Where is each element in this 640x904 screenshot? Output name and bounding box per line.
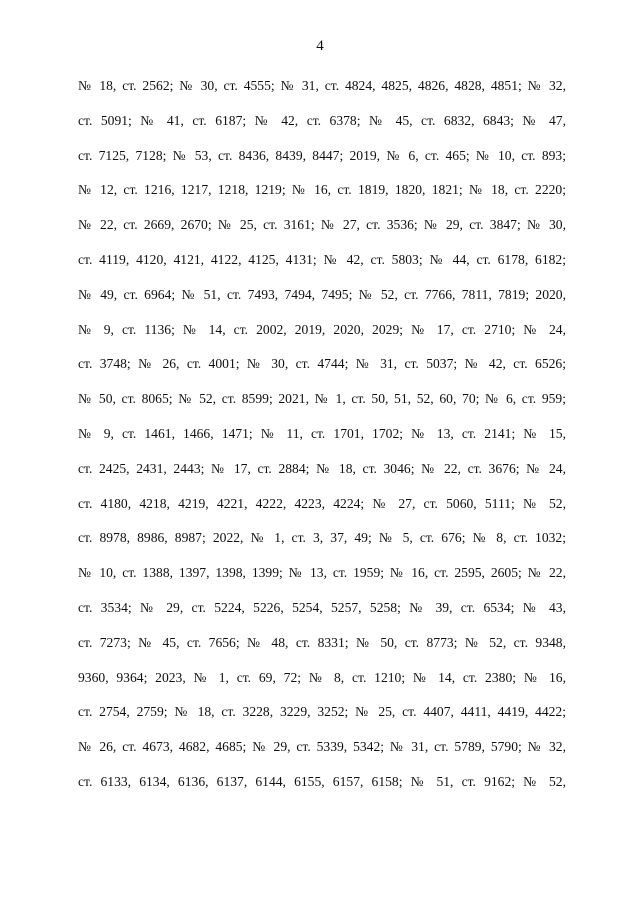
text-line: № 26, ст. 4673, 4682, 4685; № 29, ст. 5339, 5342; № 31, ст. 5789, 5790; № 32, xyxy=(78,739,566,755)
text-line: ст. 2754, 2759; № 18, ст. 3228, 3229, 3252; № 25, ст. 4407, 4411, 4419, 4422; xyxy=(78,704,566,720)
text-line: № 22, ст. 2669, 2670; № 25, ст. 3161; № 27, ст. 3536; № 29, ст. 3847; № 30, xyxy=(78,217,566,233)
text-line: № 10, ст. 1388, 1397, 1398, 1399; № 13, ст. 1959; № 16, ст. 2595, 2605; № 22, xyxy=(78,565,566,581)
body-text xyxy=(78,76,566,807)
text-line: № 12, ст. 1216, 1217, 1218, 1219; № 16, ст. 1819, 1820, 1821; № 18, ст. 2220; xyxy=(78,182,566,198)
text-line: № 49, ст. 6964; № 51, ст. 7493, 7494, 7495; № 52, ст. 7766, 7811, 7819; 2020, xyxy=(78,286,566,302)
text-line: ст. 4180, 4218, 4219, 4221, 4222, 4223, 4224; № 27, ст. 5060, 5111; № 52, xyxy=(78,495,566,511)
text-line: ст. 6133, 6134, 6136, 6137, 6144, 6155, 6157, 6158; № 51, ст. 9162; № 52, xyxy=(78,773,566,789)
page-number: 4 xyxy=(316,38,324,54)
text-line: ст. 2425, 2431, 2443; № 17, ст. 2884; № 18, ст. 3046; № 22, ст. 3676; № 24, xyxy=(78,460,566,476)
text-line: 9360, 9364; 2023, № 1, ст. 69, 72; № 8, ст. 1210; № 14, ст. 2380; № 16, xyxy=(78,669,566,685)
text-line: ст. 7273; № 45, ст. 7656; № 48, ст. 8331; № 50, ст. 8773; № 52, ст. 9348, xyxy=(78,634,566,650)
text-line: ст. 8978, 8986, 8987; 2022, № 1, ст. 3, 37, 49; № 5, ст. 676; № 8, ст. 1032; xyxy=(78,530,566,546)
text-line: ст. 3748; № 26, ст. 4001; № 30, ст. 4744; № 31, ст. 5037; № 42, ст. 6526; xyxy=(78,356,566,372)
text-line: ст. 5091; № 41, ст. 6187; № 42, ст. 6378; № 45, ст. 6832, 6843; № 47, xyxy=(78,112,566,128)
text-line: ст. 3534; № 29, ст. 5224, 5226, 5254, 5257, 5258; № 39, ст. 6534; № 43, xyxy=(78,599,566,615)
text-line: № 18, ст. 2562; № 30, ст. 4555; № 31, ст. 4824, 4825, 4826, 4828, 4851; № 32, xyxy=(78,78,566,93)
text-line: № 50, ст. 8065; № 52, ст. 8599; 2021, № 1, ст. 50, 51, 52, 60, 70; № 6, ст. 959; xyxy=(78,391,566,407)
text-line: ст. 7125, 7128; № 53, ст. 8436, 8439, 8447; 2019, № 6, ст. 465; № 10, ст. 893; xyxy=(78,147,566,163)
text-line: № 9, ст. 1136; № 14, ст. 2002, 2019, 2020, 2029; № 17, ст. 2710; № 24, xyxy=(78,321,566,337)
text-line: № 9, ст. 1461, 1466, 1471; № 11, ст. 1701, 1702; № 13, ст. 2141; № 15, xyxy=(78,425,566,441)
text-line: ст. 4119, 4120, 4121, 4122, 4125, 4131; № 42, ст. 5803; № 44, ст. 6178, 6182; xyxy=(78,251,566,267)
